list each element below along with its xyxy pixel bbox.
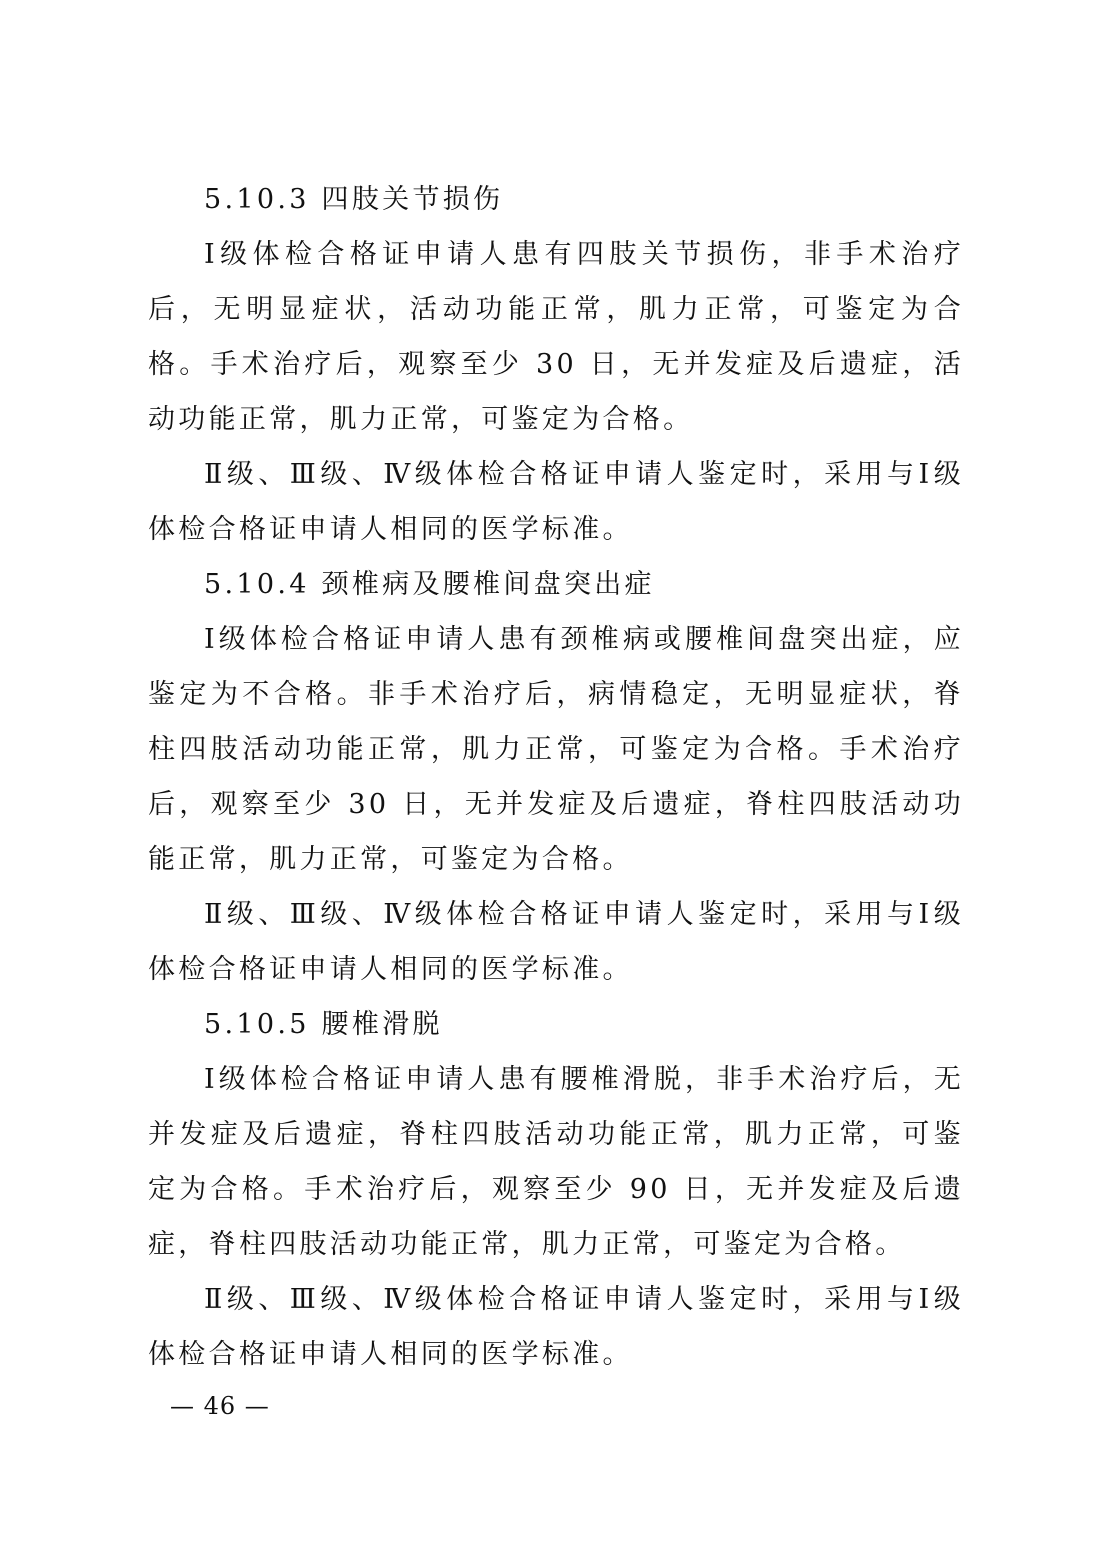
page-number: — 46 — bbox=[170, 1392, 270, 1420]
section-heading-5-10-3: 5.10.3 四肢关节损伤 bbox=[204, 184, 504, 215]
page-body bbox=[148, 172, 964, 1382]
section-heading-5-10-5: 5.10.5 腰椎滑脱 bbox=[204, 1009, 443, 1040]
section-5-10-5-paragraph-2: Ⅱ级、Ⅲ级、Ⅳ级体检合格证申请人鉴定时，采用与Ⅰ级体检合格证申请人相同的医学标准。 bbox=[148, 1284, 964, 1370]
section-heading-5-10-4: 5.10.4 颈椎病及腰椎间盘突出症 bbox=[204, 569, 655, 600]
section-5-10-5-paragraph-1: Ⅰ级体检合格证申请人患有腰椎滑脱，非手术治疗后，无并发症及后遗症，脊柱四肢活动功能正常，肌力正常，可鉴定为合格。手术治疗后，观察至少 90 日，无并发症及后遗症，脊柱四肢活动功能正常，肌力正常，可鉴定为合格。 bbox=[148, 1064, 964, 1260]
section-5-10-3-paragraph-2: Ⅱ级、Ⅲ级、Ⅳ级体检合格证申请人鉴定时，采用与Ⅰ级体检合格证申请人相同的医学标准。 bbox=[148, 459, 964, 545]
section-5-10-4-paragraph-2: Ⅱ级、Ⅲ级、Ⅳ级体检合格证申请人鉴定时，采用与Ⅰ级体检合格证申请人相同的医学标准。 bbox=[148, 899, 964, 985]
section-5-10-4-paragraph-1: Ⅰ级体检合格证申请人患有颈椎病或腰椎间盘突出症，应鉴定为不合格。非手术治疗后，病情稳定，无明显症状，脊柱四肢活动功能正常，肌力正常，可鉴定为合格。手术治疗后，观察至少 30 日，无并发症及后遗症，脊柱四肢活动功能正常，肌力正常，可鉴定为合格。 bbox=[148, 624, 964, 875]
section-5-10-3-paragraph-1: Ⅰ级体检合格证申请人患有四肢关节损伤，非手术治疗后，无明显症状，活动功能正常，肌力正常，可鉴定为合格。手术治疗后，观察至少 30 日，无并发症及后遗症，活动功能正常，肌力正常，可鉴定为合格。 bbox=[148, 239, 964, 435]
